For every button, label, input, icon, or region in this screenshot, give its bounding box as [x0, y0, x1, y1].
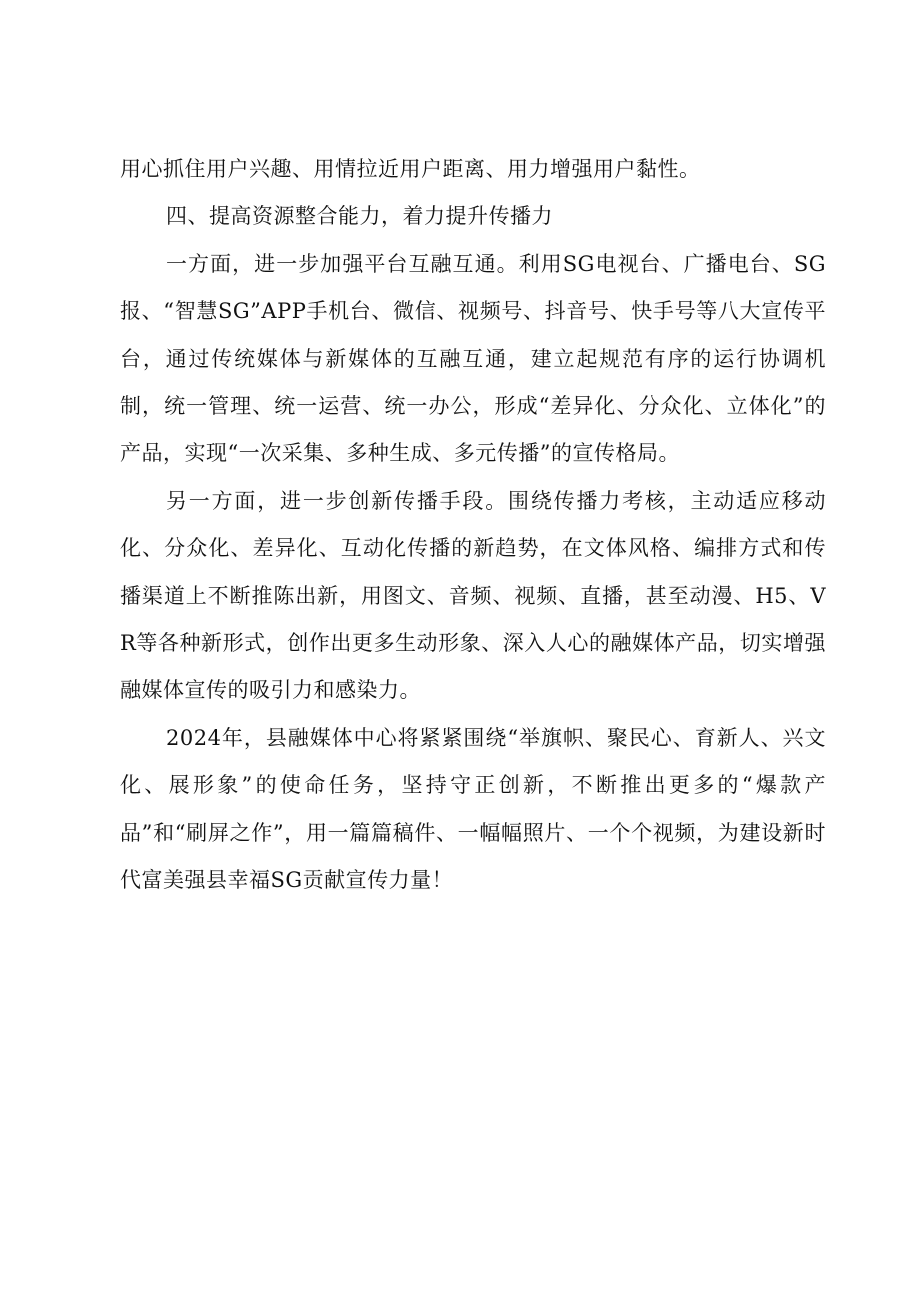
section-heading: 四、提高资源整合能力，着力提升传播力 [166, 204, 553, 229]
paragraph-platform-integration: 一方面，进一步加强平台互融互通。利用SG电视台、广播电台、SG报、“智慧SG”APP手机台、微信、视频号、抖音号、快手号等八大宣传平台，通过传统媒体与新媒体的互融互通，建立起规范有序的运行协调机制，统一管理、统一运营、统一办公，形成“差异化、分众化、立体化”的产品，实现“一次采集、多种生成、多元传播”的宣传格局。 [120, 251, 826, 466]
document-page [120, 146, 826, 905]
paragraph-continuation: 用心抓住用户兴趣、用情拉近用户距离、用力增强用户黏性。 [120, 157, 701, 181]
paragraph-2024-outlook: 2024年，县融媒体中心将紧紧围绕“举旗帜、聚民心、育新人、兴文化、展形象”的使命任务，坚持守正创新，不断推出更多的“爆款产品”和“刷屏之作”，用一篇篇稿件、一幅幅照片、一个个视频，为建设新时代富美强县幸福SG贡献宣传力量！ [120, 725, 826, 893]
paragraph-communication-innovation: 另一方面，进一步创新传播手段。围绕传播力考核，主动适应移动化、分众化、差异化、互动化传播的新趋势，在文体风格、编排方式和传播渠道上不断推陈出新，用图文、音频、视频、直播，甚至动漫、H5、VR等各种新形式，创作出更多生动形象、深入人心的融媒体产品，切实增强融媒体宣传的吸引力和感染力。 [120, 488, 826, 703]
